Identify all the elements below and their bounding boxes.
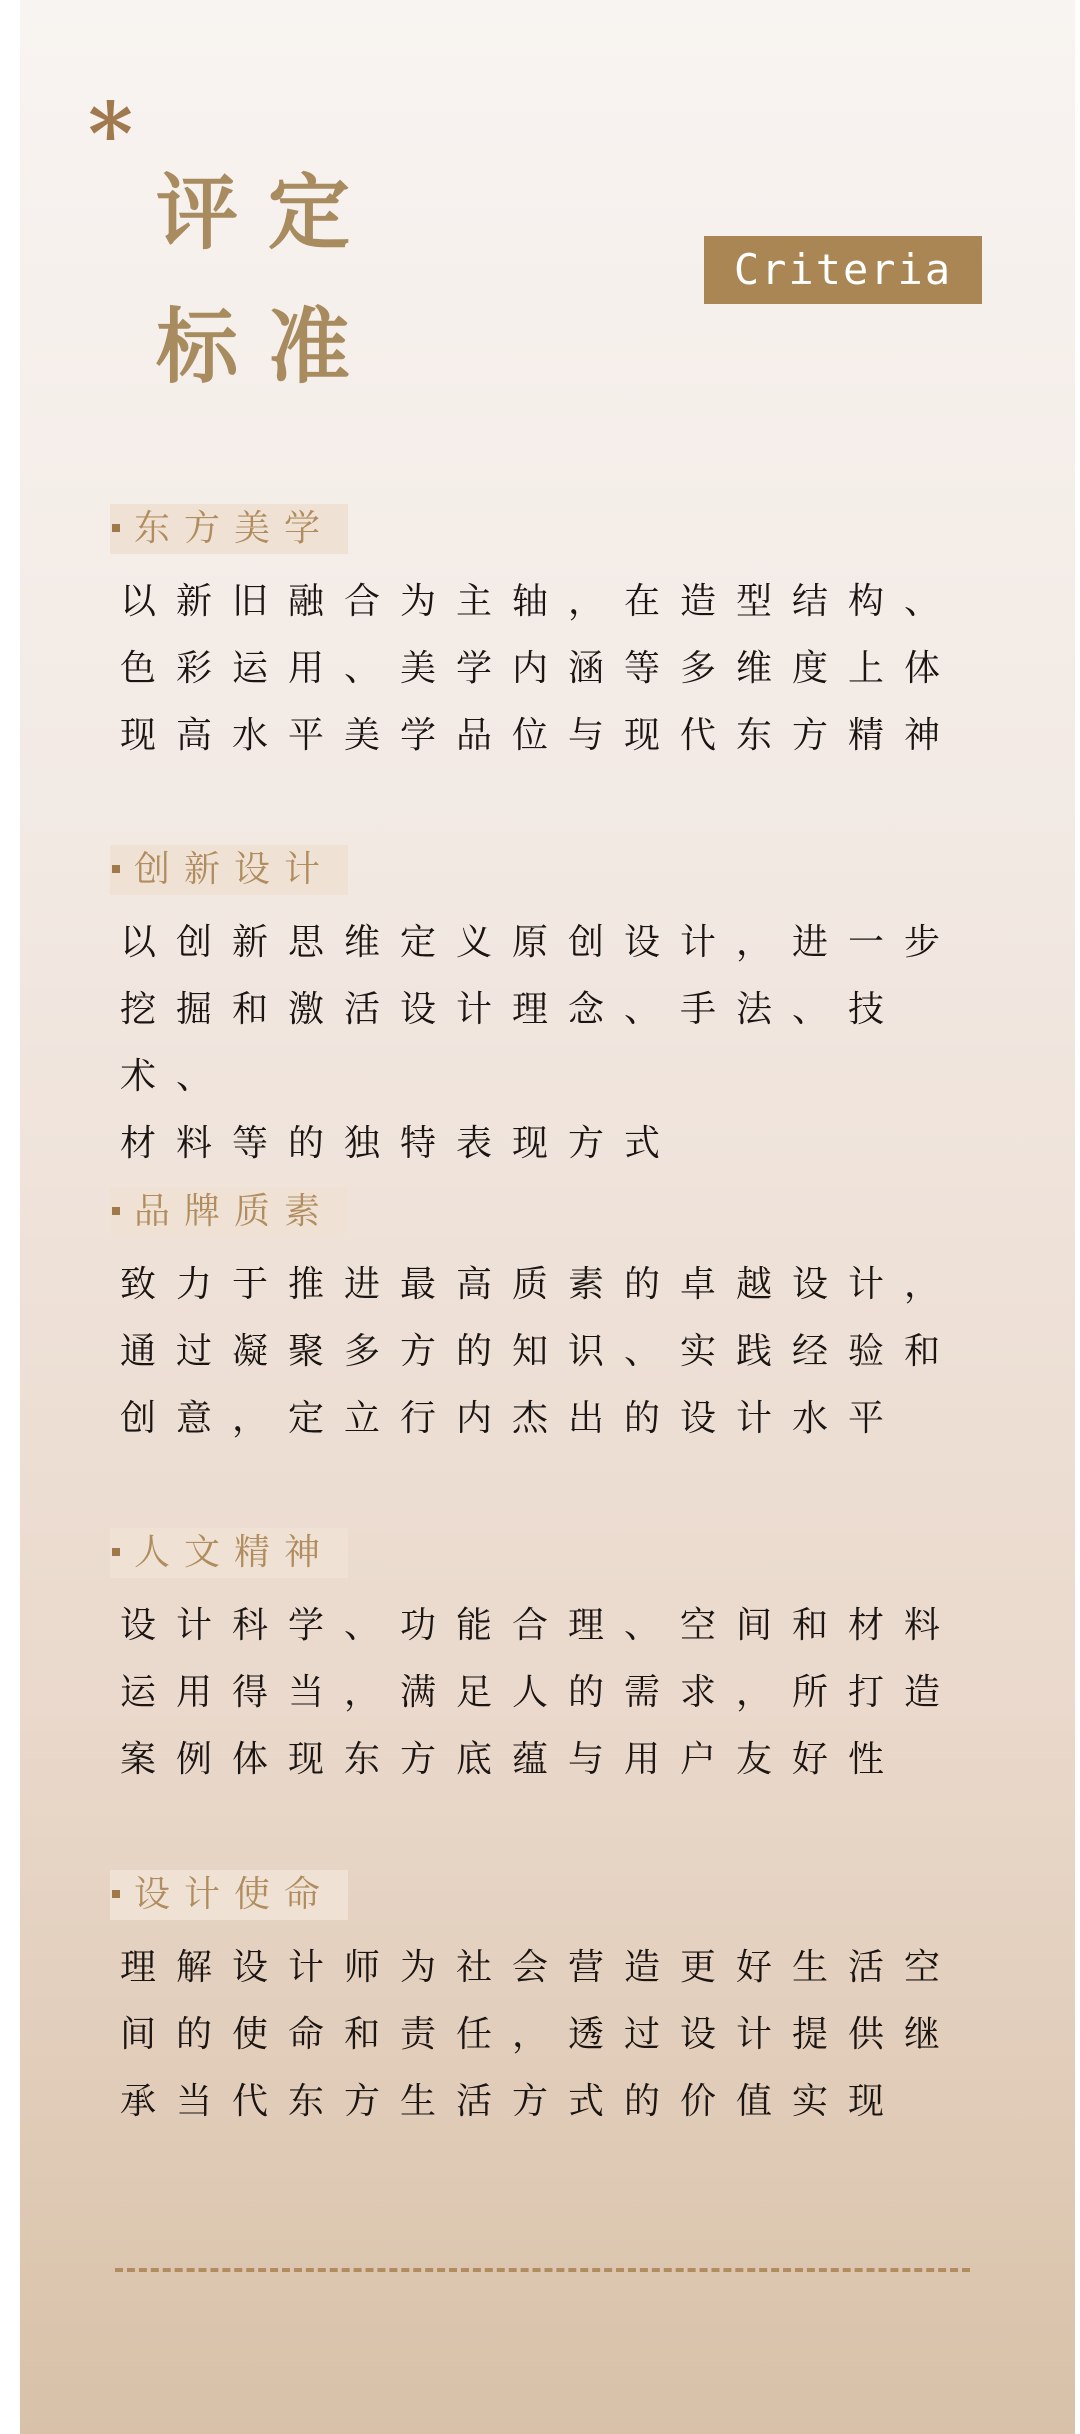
section-heading — [110, 845, 348, 895]
body-line: 承当代东方生活方式的价值实现 — [120, 2081, 905, 2122]
bullet-square-icon — [112, 1890, 120, 1898]
page-title-line-1: 评定 — [156, 165, 381, 261]
section-heading-label: 品牌质素 — [134, 1191, 335, 1232]
body-line: 间的使命和责任，透过设计提供继 — [120, 2014, 961, 2055]
body-line: 创意，定立行内杰出的设计水平 — [120, 1398, 905, 1439]
section-heading-label: 设计使命 — [134, 1874, 335, 1915]
section-body — [120, 568, 1000, 769]
section-body — [120, 909, 1000, 1177]
section-heading-label: 人文精神 — [134, 1532, 335, 1573]
section-heading-label: 东方美学 — [134, 508, 335, 549]
body-line: 材料等的独特表现方式 — [120, 1123, 681, 1164]
body-line: 案例体现东方底蕴与用户友好性 — [120, 1739, 905, 1780]
body-line: 以创新思维定义原创设计，进一步 — [120, 922, 961, 963]
page-title-line-2: 标准 — [156, 299, 381, 395]
body-line: 致力于推进最高质素的卓越设计， — [120, 1264, 961, 1305]
body-line: 通过凝聚多方的知识、实践经验和 — [120, 1331, 961, 1372]
body-line: 理解设计师为社会营造更好生活空 — [120, 1947, 961, 1988]
section-body — [120, 1251, 1000, 1452]
asterisk-icon: * — [88, 84, 133, 185]
bullet-square-icon — [112, 865, 120, 873]
body-line: 现高水平美学品位与现代东方精神 — [120, 715, 961, 756]
criteria-section-innovation — [110, 845, 990, 1177]
dashed-divider — [115, 2268, 970, 2272]
body-line: 以新旧融合为主轴，在造型结构、 — [120, 581, 961, 622]
criteria-section-aesthetics — [110, 504, 990, 769]
section-heading — [110, 1187, 348, 1237]
section-body — [120, 1934, 1000, 2135]
section-heading-label: 创新设计 — [134, 849, 335, 890]
body-line: 色彩运用、美学内涵等多维度上体 — [120, 648, 961, 689]
body-line: 运用得当，满足人的需求，所打造 — [120, 1672, 961, 1713]
body-line: 挖掘和激活设计理念、手法、技术、 — [120, 989, 905, 1097]
criteria-section-mission — [110, 1870, 990, 2135]
criteria-badge: Criteria — [704, 236, 982, 304]
section-body — [120, 1592, 1000, 1793]
bullet-square-icon — [112, 1207, 120, 1215]
body-line: 设计科学、功能合理、空间和材料 — [120, 1605, 961, 1646]
section-heading — [110, 504, 348, 554]
bullet-square-icon — [112, 1548, 120, 1556]
section-heading — [110, 1870, 348, 1920]
section-heading — [110, 1528, 348, 1578]
bullet-square-icon — [112, 524, 120, 532]
criteria-section-brand-quality — [110, 1187, 990, 1452]
criteria-section-humanistic — [110, 1528, 990, 1793]
